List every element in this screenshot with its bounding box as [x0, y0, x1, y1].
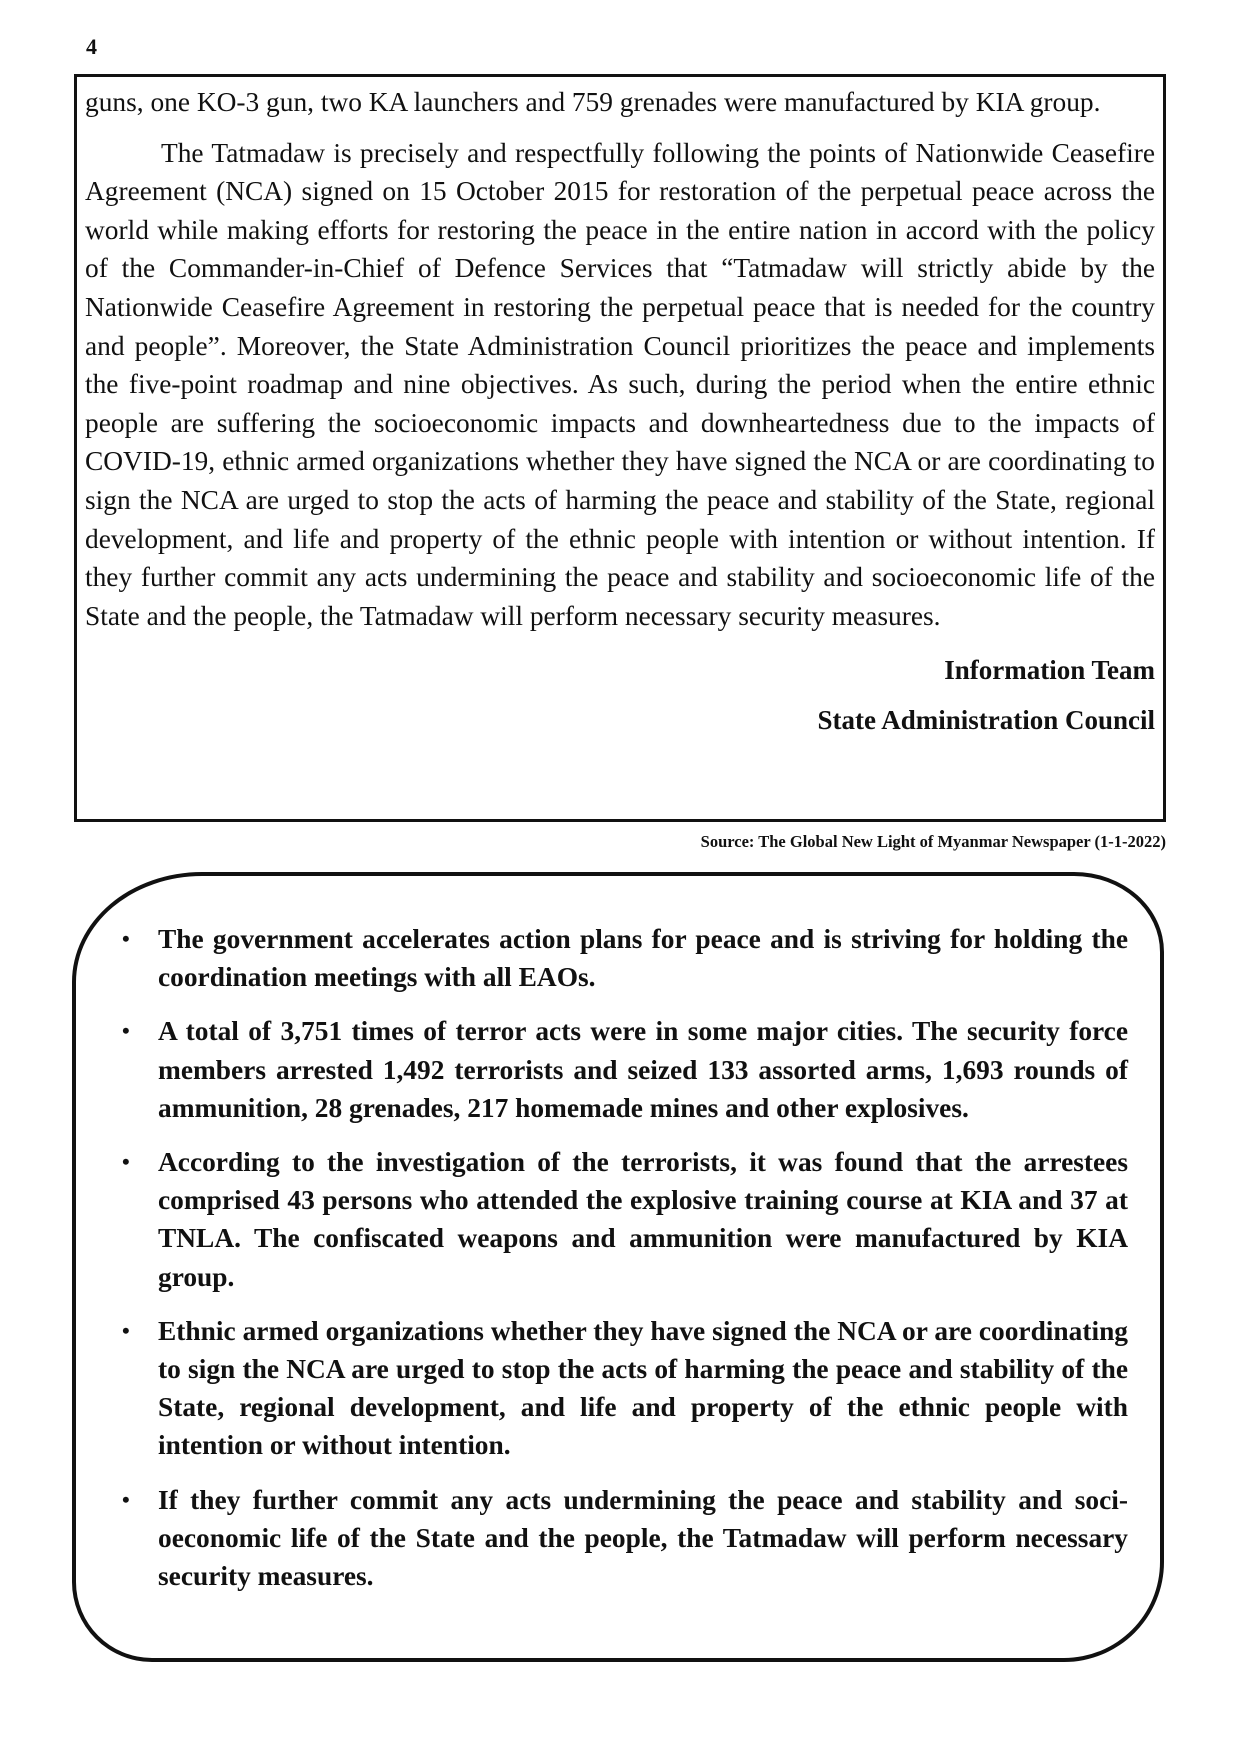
summary-item — [122, 1481, 1128, 1596]
bullet-icon: • — [122, 926, 130, 951]
bullet-icon: • — [122, 1149, 130, 1175]
signature-information-team: Information Team — [944, 655, 1155, 686]
summary-item — [122, 1012, 1128, 1127]
summary-box — [72, 872, 1164, 1662]
page-number: 4 — [86, 34, 97, 59]
source-citation: Source: The Global New Light of Myanmar Newspaper (1-1-2022) — [700, 832, 1166, 851]
summary-item-text: The government accelerates action plans for peace and is striving for holding the coordination meetings with all EAOs. — [158, 924, 1128, 993]
bullet-icon: • — [122, 1018, 130, 1044]
summary-list — [122, 920, 1128, 1611]
summary-item-text: If they further commit any acts undermining the peace and stability and socioeconomic life of the State and the people, the Tatmadaw will perform necessary security measures. — [158, 1484, 1128, 1592]
signature-state-administration-council: State Administration Council — [817, 705, 1155, 736]
bullet-icon: • — [122, 1486, 130, 1512]
summary-item-text: According to the investigation of the terrorists, it was found that the arrestees comprised 43 persons who attended the explosive training course at KIA and 37 at TNLA. The confiscated weapons and ammunition were manufactured by KIA group. — [158, 1147, 1128, 1292]
bullet-icon: • — [122, 1317, 130, 1343]
summary-item-text: Ethnic armed organizations whether they have signed the NCA or are coordinating to sign the NCA are urged to stop the acts of harming the peace and stability of the State, regional development, and life and property of the ethnic people with intention or without intention. — [158, 1315, 1128, 1461]
summary-item — [122, 1143, 1128, 1296]
article-box — [74, 74, 1166, 822]
summary-item-text: A total of 3,751 times of terror acts were in some major cities. The security force members arrested 1,492 terrorists and seized 133 assorted arms, 1,693 rounds of ammunition, 28 grenades, 217 homemade mines and other explosives. — [158, 1016, 1128, 1123]
summary-item — [122, 1312, 1128, 1465]
article-paragraph-continued: guns, one KO-3 gun, two KA launchers and 759 grenades were manufactured by KIA group. — [85, 87, 1101, 117]
summary-item — [122, 920, 1128, 996]
article-paragraph-main: The Tatmadaw is precisely and respectfully following the points of Nationwide Ceasefire Agreement (NCA) signed on 15 October 2015 for restoration of the perpetual peace across the world while making efforts for restoring the peace in the entire nation in accord with the policy of the Commander-in-Chief of Defence Services that “Tatmadaw will strictly abide by the Nationwide Ceasefire Agreement in restoring the perpetual peace that is needed for the country and people”. Moreover, the State Administration Council prioritizes the peace and implements the five-point roadmap and nine objectives. As such, during the period when the entire ethnic people are suffering the socioeconomic impacts and downheartedness due to the impacts of COVID-19, ethnic armed organizations whether they have signed the NCA or are coordinating to sign the NCA are urged to stop the acts of harming the peace and stability of the State, regional development, and life and property of the ethnic people with intention or without intention. If they further commit any acts undermining the peace and stability and socioeconomic life of the State and the people, the Tatmadaw will perform necessary security measures. — [85, 137, 1155, 631]
